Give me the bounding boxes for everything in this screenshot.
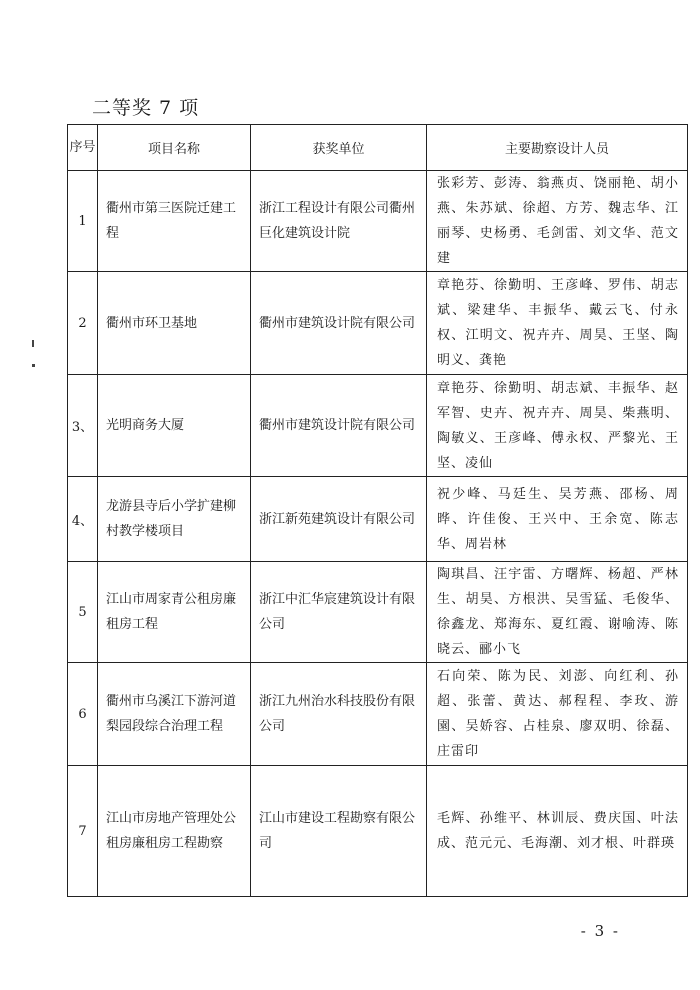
project-name: 龙游县寺后小学扩建柳村教学楼项目: [98, 477, 251, 562]
row-number: 5: [68, 562, 98, 663]
table-row: [68, 562, 688, 663]
row-number: 7: [68, 766, 98, 897]
staff-list: 毛辉、孙维平、林训辰、费庆国、叶法成、范元元、毛海潮、刘才根、叶群瑛: [427, 766, 688, 897]
award-unit: 浙江九州治水科技股份有限公司: [251, 663, 427, 766]
staff-list: 祝少峰、马廷生、吴芳燕、邵杨、周晔、许佳俊、王兴中、王余宽、陈志华、周岩林: [427, 477, 688, 562]
table-row: [68, 766, 688, 897]
project-name: 江山市房地产管理处公租房廉租房工程勘察: [98, 766, 251, 897]
project-name: 江山市周家青公租房廉租房工程: [98, 562, 251, 663]
header-award-unit: 获奖单位: [251, 125, 427, 171]
row-number: 4、: [68, 477, 98, 562]
project-name: 衢州市第三医院迁建工程: [98, 171, 251, 272]
award-unit: 浙江中汇华宸建筑设计有限公司: [251, 562, 427, 663]
row-number: 6: [68, 663, 98, 766]
award-unit: 衢州市建筑设计院有限公司: [251, 375, 427, 477]
staff-list: 陶琪昌、汪宇雷、方曙辉、杨超、严林生、胡昊、方根洪、吴雪猛、毛俊华、徐鑫龙、郑海东、夏红霞、谢喻涛、陈晓云、郦小飞: [427, 562, 688, 663]
row-number: 2: [68, 272, 98, 375]
margin-mark: [32, 364, 35, 367]
award-unit: 浙江新苑建筑设计有限公司: [251, 477, 427, 562]
award-unit: 衢州市建筑设计院有限公司: [251, 272, 427, 375]
section-heading: 二等奖 7 项: [92, 97, 200, 119]
award-unit: 浙江工程设计有限公司衢州巨化建筑设计院: [251, 171, 427, 272]
row-number: 1: [68, 171, 98, 272]
project-name: 衢州市环卫基地: [98, 272, 251, 375]
award-table: [67, 124, 688, 897]
row-number: 3、: [68, 375, 98, 477]
staff-list: 章艳芬、徐勤明、王彦峰、罗伟、胡志斌、梁建华、丰振华、戴云飞、付永权、江明文、祝卉卉、周昊、王坚、陶明义、龚艳: [427, 272, 688, 375]
table-row: [68, 477, 688, 562]
header-serial-number: 序号: [68, 125, 98, 171]
award-unit: 江山市建设工程勘察有限公司: [251, 766, 427, 897]
table-row: [68, 663, 688, 766]
page-number: - 3 -: [580, 922, 620, 940]
table-row: [68, 375, 688, 477]
staff-list: 石向荣、陈为民、刘澎、向红利、孙超、张蕾、黄达、郝程程、李玫、游園、吴娇容、占桂泉、廖双明、徐磊、庄雷印: [427, 663, 688, 766]
table-header-row: [68, 125, 688, 171]
project-name: 光明商务大厦: [98, 375, 251, 477]
staff-list: 章艳芬、徐勤明、胡志斌、丰振华、赵军智、史卉、祝卉卉、周昊、柴燕明、陶敏义、王彦峰、傅永权、严黎光、王坚、凌仙: [427, 375, 688, 477]
table-row: [68, 171, 688, 272]
margin-mark: [32, 340, 34, 347]
table-row: [68, 272, 688, 375]
header-main-staff: 主要勘察设计人员: [427, 125, 688, 171]
header-project-name: 项目名称: [98, 125, 251, 171]
project-name: 衢州市乌溪江下游河道梨园段综合治理工程: [98, 663, 251, 766]
staff-list: 张彩芳、彭涛、翁燕贞、饶丽艳、胡小燕、朱苏斌、徐超、方芳、魏志华、江丽琴、史杨勇、毛剑雷、刘文华、范文建: [427, 171, 688, 272]
